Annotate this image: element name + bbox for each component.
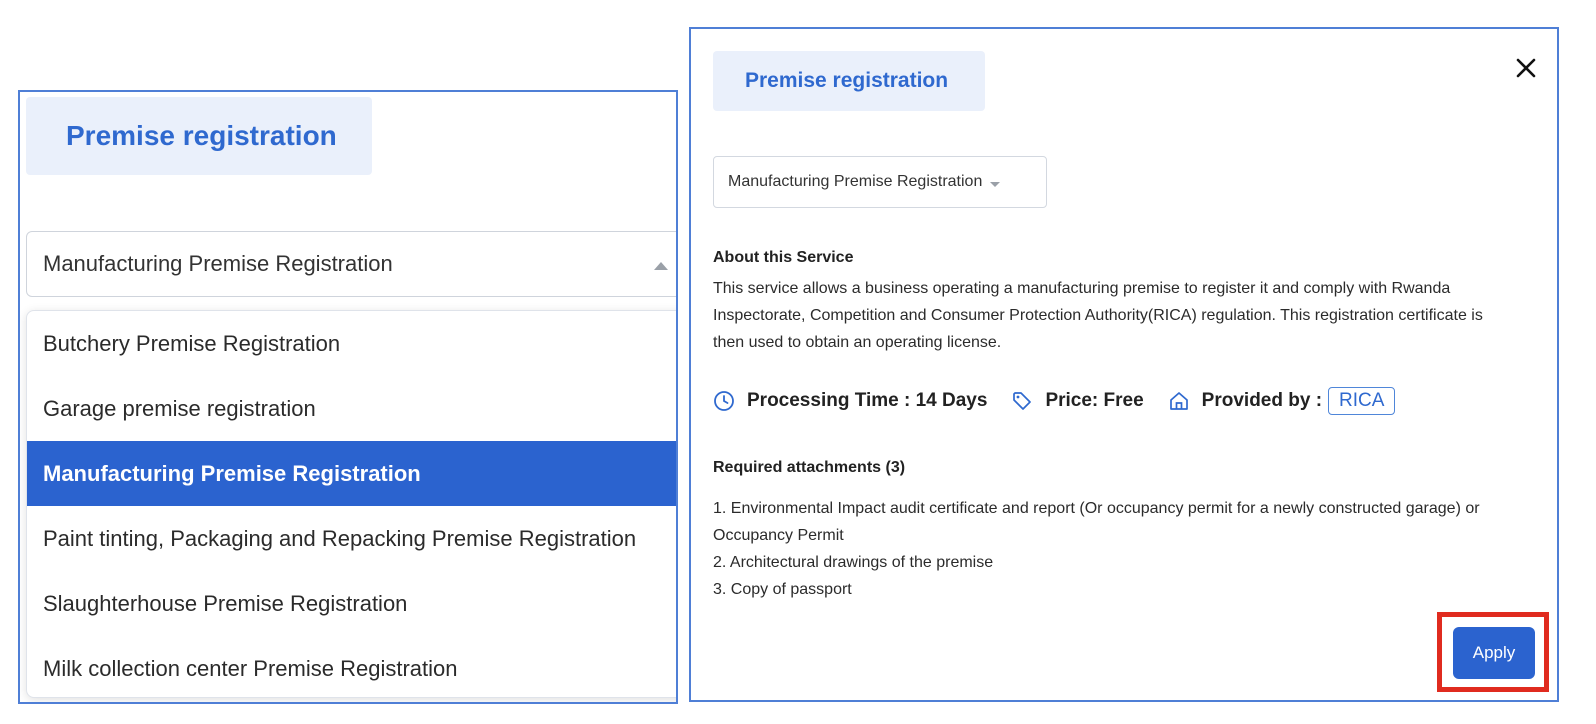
dropdown-option-butchery[interactable]: Butchery Premise Registration: [43, 330, 341, 356]
list-item: 1. Environmental Impact audit certificate and report (Or occupancy permit for a newly constructed garage) or Occupancy Permit: [713, 500, 1480, 544]
service-dropdown-menu: [26, 310, 678, 698]
service-meta-row: [713, 384, 1419, 418]
apply-button[interactable]: Apply: [1453, 627, 1535, 679]
provided-by-label: Provided by :: [1201, 390, 1323, 411]
dropdown-option-milk-collection[interactable]: Milk collection center Premise Registration: [43, 655, 458, 681]
tag-icon: [1011, 390, 1033, 412]
dropdown-option-manufacturing[interactable]: Manufacturing Premise Registration: [27, 441, 678, 506]
dropdown-option-slaughterhouse[interactable]: Slaughterhouse Premise Registration: [43, 590, 408, 616]
attachments-list: [713, 495, 1513, 603]
about-description: This service allows a business operating a manufacturing premise to register it and comply with Rwanda Inspectorate, Competition and Consumer Protection Authority(RICA) regulation. This registration certificate is then used to obtain an operating license.: [713, 280, 1483, 351]
chevron-up-icon: [654, 262, 668, 270]
price-text: Price: Free: [1045, 390, 1144, 411]
service-select[interactable]: [26, 231, 678, 297]
service-select-value: Manufacturing Premise Registration: [43, 251, 393, 276]
service-select-compact-value: Manufacturing Premise Registration: [728, 173, 983, 190]
processing-time: [713, 390, 987, 412]
provider-badge: RICA: [1328, 387, 1395, 415]
dialog-title: Premise registration: [713, 51, 985, 111]
service-details-dialog: [689, 27, 1559, 702]
service-select-compact[interactable]: [713, 156, 1047, 208]
chevron-down-icon: [990, 182, 1000, 187]
dropdown-option-paint-tinting[interactable]: Paint tinting, Packaging and Repacking Premise Registration: [43, 525, 637, 551]
processing-time-text: Processing Time : 14 Days: [747, 390, 988, 411]
price: [1011, 390, 1143, 412]
provider: [1168, 387, 1396, 415]
list-item: 3. Copy of passport: [713, 581, 852, 598]
close-icon: [1515, 57, 1537, 79]
page-title: Premise registration: [26, 97, 372, 175]
left-panel: [18, 90, 678, 704]
home-icon: [1168, 390, 1190, 412]
close-button[interactable]: [1511, 53, 1541, 83]
attachments-heading: Required attachments (3): [713, 459, 906, 476]
clock-icon: [713, 390, 735, 412]
dropdown-option-garage[interactable]: Garage premise registration: [43, 395, 316, 421]
about-heading: About this Service: [713, 249, 854, 266]
list-item: 2. Architectural drawings of the premise: [713, 554, 994, 571]
